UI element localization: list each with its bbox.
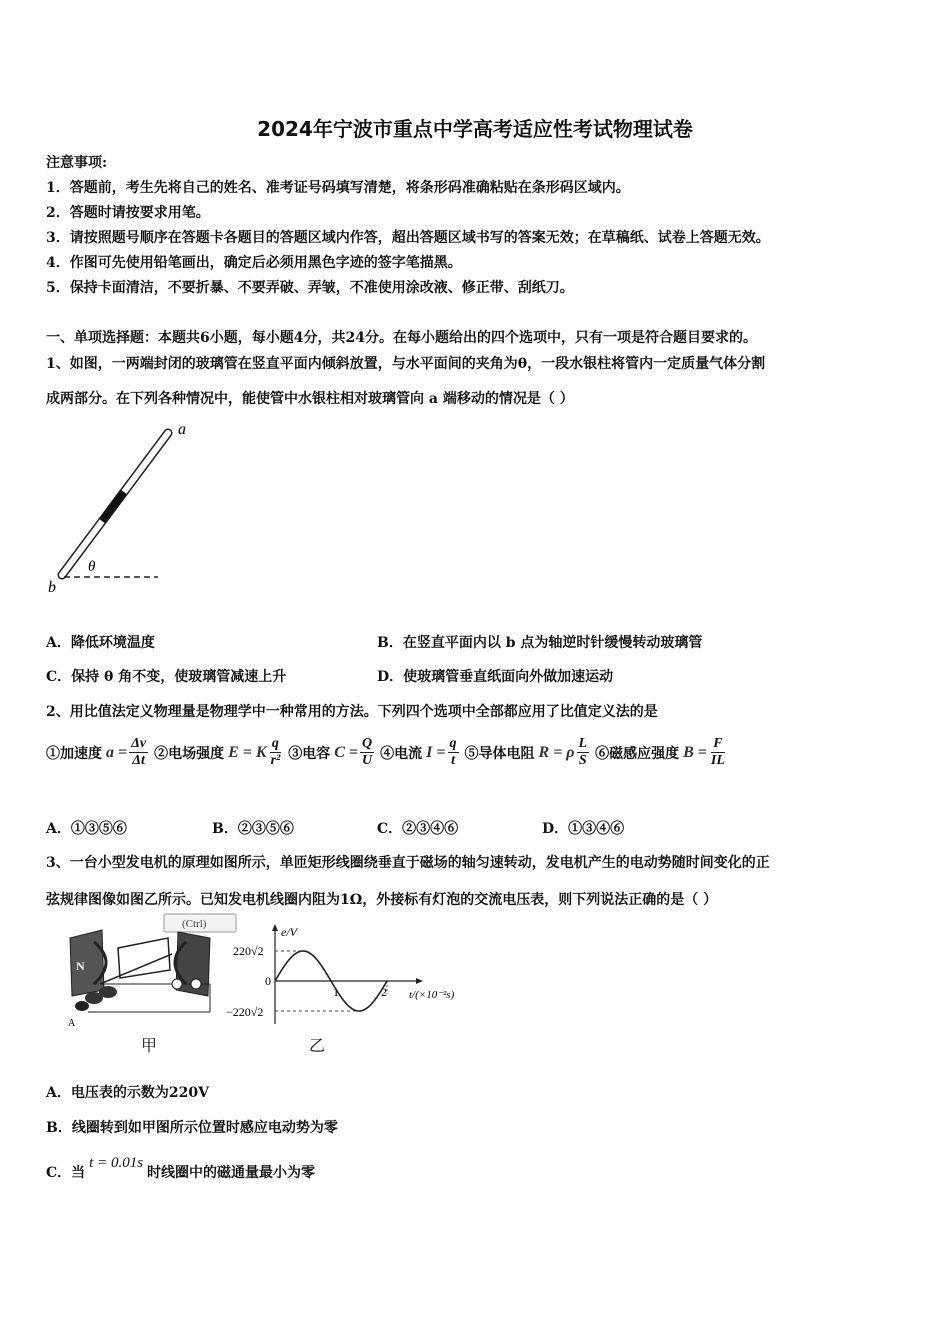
q1-option-c: C．保持 θ 角不变，使玻璃管减速上升 — [46, 669, 287, 685]
generator-figure — [60, 912, 240, 1032]
lamp — [191, 979, 201, 989]
formula-fraction: $\frac{\Delta v}{\Delta t}$ — [131, 736, 147, 768]
q2-option-d: D．①③④⑥ — [542, 821, 625, 837]
notice-heading: 注意事项: — [46, 155, 108, 171]
q3-stem-line1: 3、一台小型发电机的原理如图所示，单匝矩形线圈绕垂直于磁场的轴匀速转动，发电机产生的电动势随时间变化的正 — [46, 855, 770, 871]
page-title: 2024年宁波市重点中学高考适应性考试物理试卷 — [257, 117, 693, 141]
y-tick-zero: 0 — [265, 974, 271, 988]
x-tick-1: 1 — [333, 985, 339, 999]
q2-option-c: C．②③④⑥ — [377, 821, 459, 837]
q2-formula-row — [46, 736, 729, 769]
q3-option-a: A．电压表的示数为220V — [46, 1085, 209, 1101]
formula-fraction: $\frac{L}{S}$ — [578, 736, 588, 768]
formula-label: ④电流 — [380, 745, 423, 762]
section-heading: 一、单项选择题：本题共6小题，每小题4分，共24分。在每小题给出的四个选项中，只有一项是符合题目要求的。 — [46, 330, 757, 346]
label-a: a — [178, 421, 186, 438]
formula-fraction: $\frac{q}{t}$ — [449, 736, 457, 768]
formula-label: ⑥磁感应强度 — [595, 745, 680, 762]
formula-lhs: I = — [426, 743, 446, 761]
notice-item: 4．作图可先使用铅笔画出，确定后必须用黑色字迹的签字笔描黑。 — [46, 255, 462, 271]
x-axis-label: t/(×10⁻²s) — [409, 989, 455, 1001]
formula-label: ⑤导体电阻 — [464, 745, 535, 762]
q2-stem: 2、用比值法定义物理量是物理学中一种常用的方法。下列四个选项中全部都应用了比值定义法的是 — [46, 704, 658, 720]
mercury-column — [102, 492, 124, 521]
figure-jia-caption: 甲 — [141, 1036, 158, 1055]
label-theta: θ — [88, 559, 96, 575]
q1-stem-line1: 1、如图，一两端封闭的玻璃管在竖直平面内倾斜放置，与水平面间的夹角为θ，一段水银柱将管内一定质量气体分割 — [46, 356, 766, 372]
y-tick-bottom: −220√2 — [226, 1005, 264, 1019]
slip-ring — [99, 986, 117, 998]
voltmeter — [172, 979, 182, 989]
q2-option-b: B．②③⑤⑥ — [212, 821, 294, 837]
q1-option-d: D．使玻璃管垂直纸面向外做加速运动 — [377, 669, 614, 685]
x-tick-2: 2 — [381, 985, 387, 999]
formula-label: ①加速度 — [46, 745, 102, 762]
q1-option-a: A．降低环境温度 — [46, 635, 155, 651]
q2-option-a: A．①③⑤⑥ — [46, 821, 127, 837]
notice-item: 5．保持卡面清洁，不要折暴、不要弄破、弄皱，不准使用涂改液、修正带、刮纸刀。 — [46, 280, 574, 296]
q1-tube-figure — [40, 418, 210, 598]
notice-item: 1．答题前，考生先将自己的姓名、准考证号码填写清楚，将条形码准确粘贴在条形码区域内。 — [46, 180, 630, 196]
formula-lhs: a = — [106, 743, 128, 761]
q1-stem-line2: 成两部分。在下列各种情况中，能使管中水银柱相对玻璃管向 a 端移动的情况是（ ） — [46, 391, 574, 407]
formula-lhs: B = — [683, 743, 707, 761]
point-a-label: A — [68, 1018, 76, 1029]
formula-fraction: $\frac{F}{IL}$ — [710, 736, 725, 768]
notice-item: 3．请按照题号顺序在答题卡各题目的答题区域内作答，超出答题区域书写的答案无效；在草稿纸、试卷上答题无效。 — [46, 230, 770, 246]
notice-item: 2．答题时请按要求用笔。 — [46, 205, 210, 221]
q3-stem-line2: 弦规律图像如图乙所示。已知发电机线圈内阻为1Ω，外接标有灯泡的交流电压表，则下列说法正确的是（ ） — [46, 892, 718, 908]
formula-lhs: E = K — [228, 743, 267, 761]
magnet-n-label: N — [76, 959, 85, 973]
formula-lhs: C = — [334, 743, 359, 761]
formula-label: ③电容 — [288, 745, 331, 762]
formula-label: ②电场强度 — [154, 745, 225, 762]
q3-option-c-math: t = 0.01s — [89, 1155, 144, 1171]
formula-fraction: $\frac{Q}{U}$ — [362, 736, 373, 768]
q3-option-c-pre: C．当 — [46, 1165, 86, 1181]
ctrl-label: (Ctrl) — [182, 918, 207, 930]
q1-option-b: B．在竖直平面内以 b 点为轴逆时针缓慢转动玻璃管 — [377, 635, 703, 651]
formula-fraction: $\frac{q}{\text{r²}}$ — [270, 736, 281, 768]
y-tick-top: 220√2 — [233, 944, 264, 958]
q3-option-b: B．线圈转到如甲图所示位置时感应电动势为零 — [46, 1120, 338, 1136]
label-b: b — [48, 579, 56, 596]
y-axis-label: e/V — [281, 925, 297, 939]
q3-option-c-post: 时线圈中的磁通量最小为零 — [147, 1165, 316, 1181]
formula-lhs: R = ρ — [538, 743, 575, 761]
q3-option-c — [46, 1155, 316, 1182]
figure-yi-caption: 乙 — [309, 1036, 326, 1055]
emf-chart — [225, 920, 475, 1030]
